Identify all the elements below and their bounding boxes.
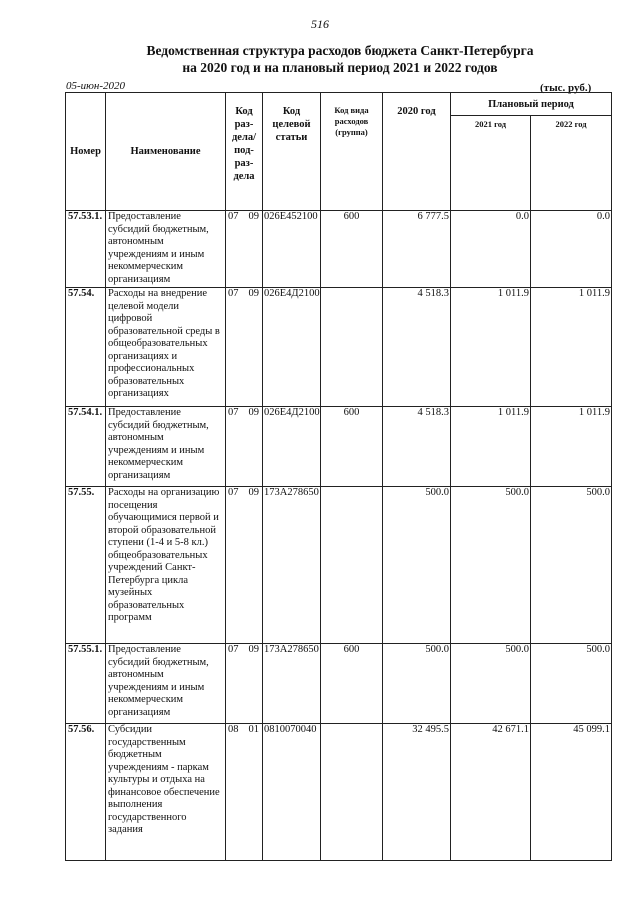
subsection-code: 09 [248, 211, 259, 222]
row-value-2021: 500.0 [451, 644, 531, 724]
row-value-2020: 32 495.5 [383, 724, 451, 861]
section-code: 07 [228, 211, 239, 222]
row-value-2020: 4 518.3 [383, 407, 451, 487]
table-body [66, 211, 612, 861]
row-expense-type-code [321, 724, 383, 861]
row-target-code: 026E4Д2100 [263, 407, 321, 487]
subsection-code: 09 [248, 407, 259, 418]
table-row [66, 487, 612, 644]
row-number: 57.55. [66, 487, 106, 644]
subsection-code: 09 [248, 644, 259, 655]
row-value-2020: 6 777.5 [383, 211, 451, 288]
header-number: Номер [66, 93, 106, 211]
header-2021: 2021 год [451, 116, 531, 211]
row-target-code: 0810070040 [263, 724, 321, 861]
row-target-code: 173А278650 [263, 644, 321, 724]
row-number: 57.56. [66, 724, 106, 861]
row-name: Предоставление субсидий бюджетным, автономным учреждениям и иным некоммерческим организациям [106, 407, 226, 487]
row-value-2022: 1 011.9 [531, 288, 612, 407]
budget-table [65, 92, 612, 861]
section-code: 07 [228, 487, 239, 498]
header-csr: Код целевой статьи [263, 93, 321, 211]
row-target-code: 173А278650 [263, 487, 321, 644]
table-row [66, 407, 612, 487]
table-row [66, 288, 612, 407]
row-section-code [226, 724, 263, 861]
row-name: Предоставление субсидий бюджетным, автономным учреждениям и иным некоммерческим организациям [106, 211, 226, 288]
row-expense-type-code: 600 [321, 407, 383, 487]
row-name: Расходы на внедрение целевой модели цифровой образовательной среды в общеобразовательных организациях и профессиональных образовательных организациях [106, 288, 226, 407]
title-line-1: Ведомственная структура расходов бюджета Санкт-Петербурга [146, 43, 534, 58]
subsection-code: 09 [248, 288, 259, 299]
units-label: (тыс. руб.) [540, 82, 592, 94]
row-value-2022: 1 011.9 [531, 407, 612, 487]
row-value-2022: 0.0 [531, 211, 612, 288]
row-value-2022: 500.0 [531, 487, 612, 644]
page-number: 516 [311, 17, 329, 31]
table-row [66, 644, 612, 724]
document-date: 05-июн-2020 [66, 80, 126, 92]
table-row [66, 724, 612, 861]
header-section: Код раз-дела/ под-раз-дела [226, 93, 263, 211]
row-value-2022: 45 099.1 [531, 724, 612, 861]
row-number: 57.54. [66, 288, 106, 407]
section-code: 08 [228, 724, 239, 735]
header-planned: Плановый период [451, 93, 612, 116]
row-expense-type-code [321, 487, 383, 644]
row-section-code [226, 211, 263, 288]
row-value-2021: 500.0 [451, 487, 531, 644]
row-value-2021: 42 671.1 [451, 724, 531, 861]
row-number: 57.55.1. [66, 644, 106, 724]
title-line-2: на 2020 год и на плановый период 2021 и 2022 годов [182, 60, 498, 75]
section-code: 07 [228, 644, 239, 655]
header-2022: 2022 год [531, 116, 612, 211]
row-section-code [226, 644, 263, 724]
row-expense-type-code [321, 288, 383, 407]
row-number: 57.54.1. [66, 407, 106, 487]
row-value-2022: 500.0 [531, 644, 612, 724]
row-value-2020: 500.0 [383, 487, 451, 644]
row-name: Предоставление субсидий бюджетным, автономным учреждениям и иным некоммерческим организациям [106, 644, 226, 724]
header-2020: 2020 год [383, 93, 451, 211]
header-vr: Код вида расходов (группа) [321, 93, 383, 211]
table-row [66, 211, 612, 288]
row-expense-type-code: 600 [321, 644, 383, 724]
row-number: 57.53.1. [66, 211, 106, 288]
row-section-code [226, 288, 263, 407]
header-name: Наименование [106, 93, 226, 211]
section-code: 07 [228, 407, 239, 418]
document-title [60, 42, 620, 76]
section-code: 07 [228, 288, 239, 299]
subsection-code: 01 [248, 724, 259, 735]
row-value-2021: 0.0 [451, 211, 531, 288]
row-section-code [226, 407, 263, 487]
row-section-code [226, 487, 263, 644]
row-value-2020: 4 518.3 [383, 288, 451, 407]
row-expense-type-code: 600 [321, 211, 383, 288]
row-value-2021: 1 011.9 [451, 288, 531, 407]
row-value-2021: 1 011.9 [451, 407, 531, 487]
subsection-code: 09 [248, 487, 259, 498]
row-name: Расходы на организацию посещения обучающимися первой и второй образовательной ступени (1-4 и 5-8 кл.) общеобразовательных учреждений Санкт-Петербурга цикла музейных образовательных программ [106, 487, 226, 644]
row-target-code: 026E452100 [263, 211, 321, 288]
row-name: Субсидии государственным бюджетным учреждениям - паркам культуры и отдыха на финансовое обеспечение выполнения государственного задания [106, 724, 226, 861]
row-target-code: 026E4Д2100 [263, 288, 321, 407]
row-value-2020: 500.0 [383, 644, 451, 724]
